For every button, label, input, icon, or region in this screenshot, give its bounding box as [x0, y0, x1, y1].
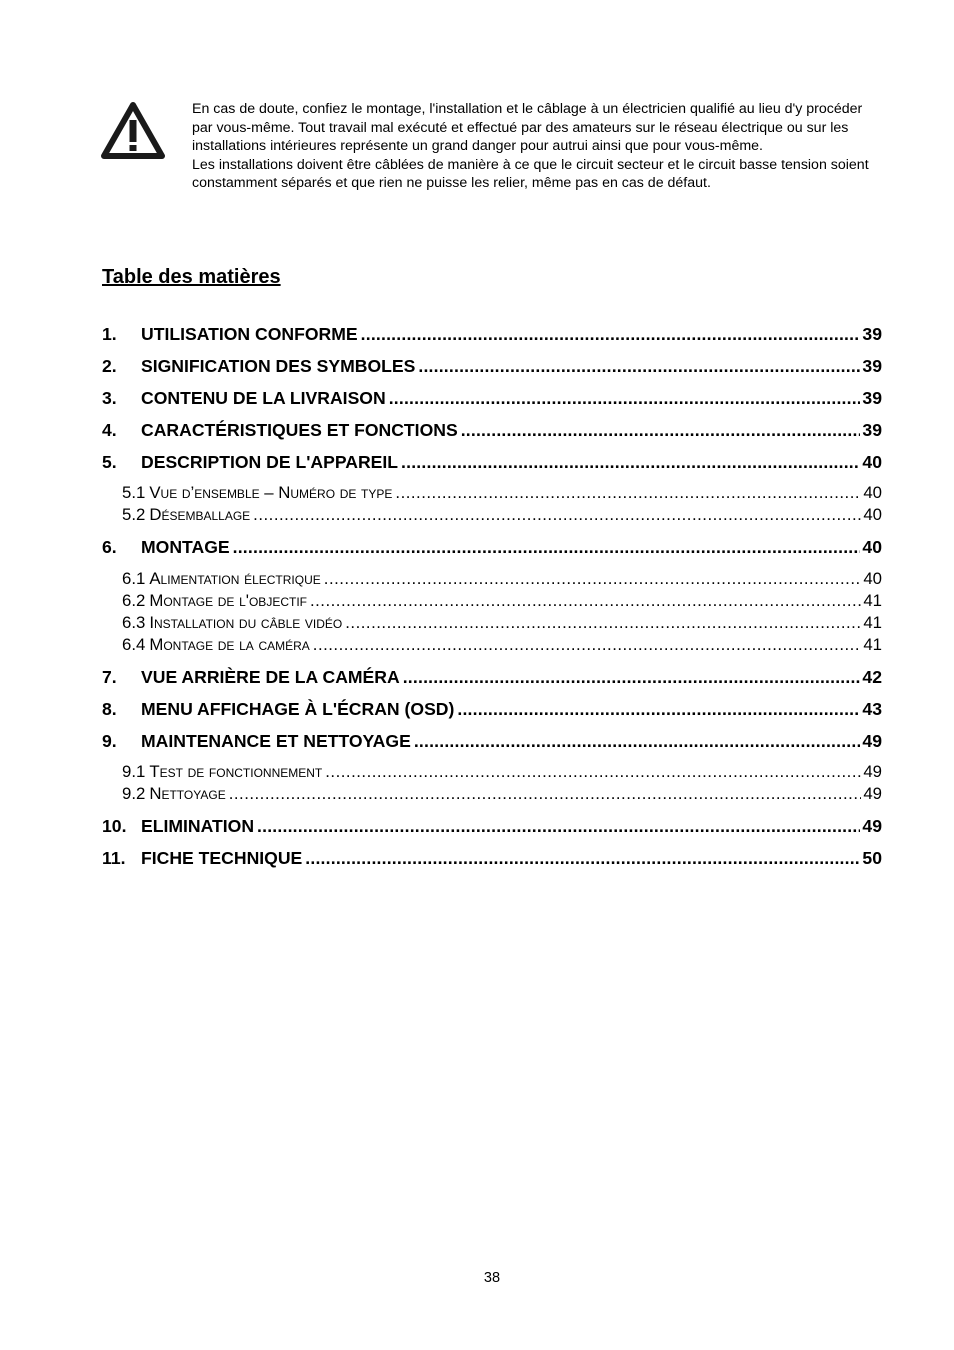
toc-entry-page: 42: [862, 667, 882, 687]
toc-entry-label: Vue d’ensemble – Numéro de type: [149, 483, 393, 502]
toc-entry-number: 3.: [102, 388, 117, 408]
toc-leader-dots: [461, 419, 861, 441]
toc-entry-page: 41: [863, 635, 882, 654]
toc-entry-page: 40: [862, 537, 882, 557]
toc-entry-number: 6.1: [122, 569, 146, 588]
toc-subentry[interactable]: [122, 761, 882, 783]
toc-leader-dots: [305, 847, 860, 869]
toc-entry-label: ELIMINATION: [141, 816, 255, 836]
toc-subentry[interactable]: [122, 482, 882, 504]
toc-entry-page: 49: [862, 816, 882, 836]
toc-leader-dots: [229, 783, 862, 805]
toc-entry-label: VUE ARRIÈRE DE LA CAMÉRA: [141, 667, 400, 687]
toc-entry-page: 49: [863, 762, 882, 781]
toc-title: Table des matières: [102, 266, 281, 288]
toc-leader-dots: [414, 730, 861, 752]
toc-leader-dots: [418, 355, 860, 377]
toc-entry-label: CARACTÉRISTIQUES ET FONCTIONS: [141, 420, 458, 440]
toc-entry-number: 9.: [102, 731, 117, 751]
toc-entry-label: MONTAGE: [141, 537, 230, 557]
toc-entry[interactable]: [102, 451, 882, 473]
toc-leader-dots: [345, 612, 861, 634]
toc-entry-page: 39: [862, 324, 882, 344]
toc-entry[interactable]: [102, 323, 882, 345]
toc-entry-page: 39: [862, 388, 882, 408]
toc-entry-label: Nettoyage: [149, 784, 226, 803]
warning-paragraph-1: En cas de doute, confiez le montage, l'installation et le câblage à un électricien qualifié au lieu d'y procéder par vous-même. Tout travail mal exécuté et effectué par des amateurs sur le réseau électrique ou sur les installations intérieures représente un grand danger pour autrui ainsi que pour vous-même.: [192, 101, 863, 154]
toc-entry-number: 9.2: [122, 784, 146, 803]
toc-entry-page: 41: [863, 613, 882, 632]
toc-entry-number: 5.1: [122, 483, 146, 502]
warning-paragraph-2: Les installations doivent être câblées de manière à ce que le circuit secteur et le circuit basse tension soient constamment séparés et que rien ne puisse les relier, même pas en cas de défaut.: [192, 156, 869, 191]
toc-leader-dots: [361, 323, 861, 345]
toc-entry[interactable]: [102, 666, 882, 688]
toc-entry-number: 2.: [102, 356, 117, 376]
toc-subentry[interactable]: [122, 634, 882, 656]
toc-entry-label: FICHE TECHNIQUE: [141, 848, 303, 868]
toc-entry-page: 40: [862, 452, 882, 472]
toc-leader-dots: [389, 387, 861, 409]
toc-subentry[interactable]: [122, 612, 882, 634]
toc-leader-dots: [313, 634, 862, 656]
toc-leader-dots: [257, 815, 860, 837]
toc-leader-dots: [310, 590, 861, 612]
toc-entry-label: Désemballage: [149, 505, 251, 524]
toc-entry-label: Test de fonctionnement: [149, 762, 323, 781]
toc-entry-label: DESCRIPTION DE L'APPAREIL: [141, 452, 399, 472]
toc-entry-number: 6.: [102, 537, 117, 557]
toc-entry[interactable]: [102, 387, 882, 409]
toc-entry-number: 6.2: [122, 591, 146, 610]
toc-leader-dots: [395, 482, 861, 504]
toc-entry[interactable]: [102, 730, 882, 752]
toc-entry-number: 6.3: [122, 613, 146, 632]
toc-entry-label: Montage de la caméra: [149, 635, 310, 654]
toc-leader-dots: [324, 568, 862, 590]
toc-subentry[interactable]: [122, 568, 882, 590]
toc-entry-label: Installation du câble vidéo: [149, 613, 343, 632]
toc-entry-number: 10.: [102, 816, 127, 836]
toc-subentry[interactable]: [122, 783, 882, 805]
toc-entry-label: CONTENU DE LA LIVRAISON: [141, 388, 386, 408]
page-number: 38: [483, 1270, 501, 1286]
toc-entry[interactable]: [102, 847, 882, 869]
toc-leader-dots: [457, 698, 860, 720]
toc-entry-label: UTILISATION CONFORME: [141, 324, 358, 344]
toc-entry-number: 5.2: [122, 505, 146, 524]
toc-leader-dots: [401, 451, 860, 473]
toc-entry-number: 9.1: [122, 762, 146, 781]
toc-entry-label: Alimentation électrique: [149, 569, 321, 588]
toc-entry-label: MENU AFFICHAGE À L'ÉCRAN (OSD): [141, 699, 455, 719]
toc-entry-label: SIGNIFICATION DES SYMBOLES: [141, 356, 416, 376]
toc-entry-page: 49: [863, 784, 882, 803]
toc-entry-label: MAINTENANCE ET NETTOYAGE: [141, 731, 411, 751]
toc-subentry[interactable]: [122, 590, 882, 612]
toc-entry-page: 43: [862, 699, 882, 719]
toc-entry-page: 40: [863, 483, 882, 502]
toc-entry-number: 8.: [102, 699, 117, 719]
toc-entry-number: 11.: [102, 848, 126, 868]
toc-leader-dots: [325, 761, 861, 783]
toc-entry-label: Montage de l'objectif: [149, 591, 307, 610]
toc-entry-number: 1.: [102, 324, 117, 344]
toc-entry[interactable]: [102, 419, 882, 441]
toc-subentry[interactable]: [122, 504, 882, 526]
toc-entry-page: 50: [862, 848, 882, 868]
toc-entry-page: 39: [862, 356, 882, 376]
toc-entry[interactable]: [102, 815, 882, 837]
toc-entry-number: 7.: [102, 667, 117, 687]
toc-leader-dots: [233, 536, 861, 558]
toc-entry[interactable]: [102, 355, 882, 377]
toc-entry-page: 40: [863, 569, 882, 588]
toc-entry[interactable]: [102, 536, 882, 558]
toc-entry-number: 6.4: [122, 635, 146, 654]
toc-entry-page: 40: [863, 505, 882, 524]
toc-entry-page: 41: [863, 591, 882, 610]
toc-entry[interactable]: [102, 698, 882, 720]
toc-entry-page: 39: [862, 420, 882, 440]
toc-entry-number: 5.: [102, 452, 117, 472]
toc-leader-dots: [403, 666, 861, 688]
toc-entry-page: 49: [862, 731, 882, 751]
toc-leader-dots: [253, 504, 861, 526]
warning-notice: [192, 100, 872, 193]
warning-triangle-icon: [101, 100, 165, 160]
toc-entry-number: 4.: [102, 420, 117, 440]
